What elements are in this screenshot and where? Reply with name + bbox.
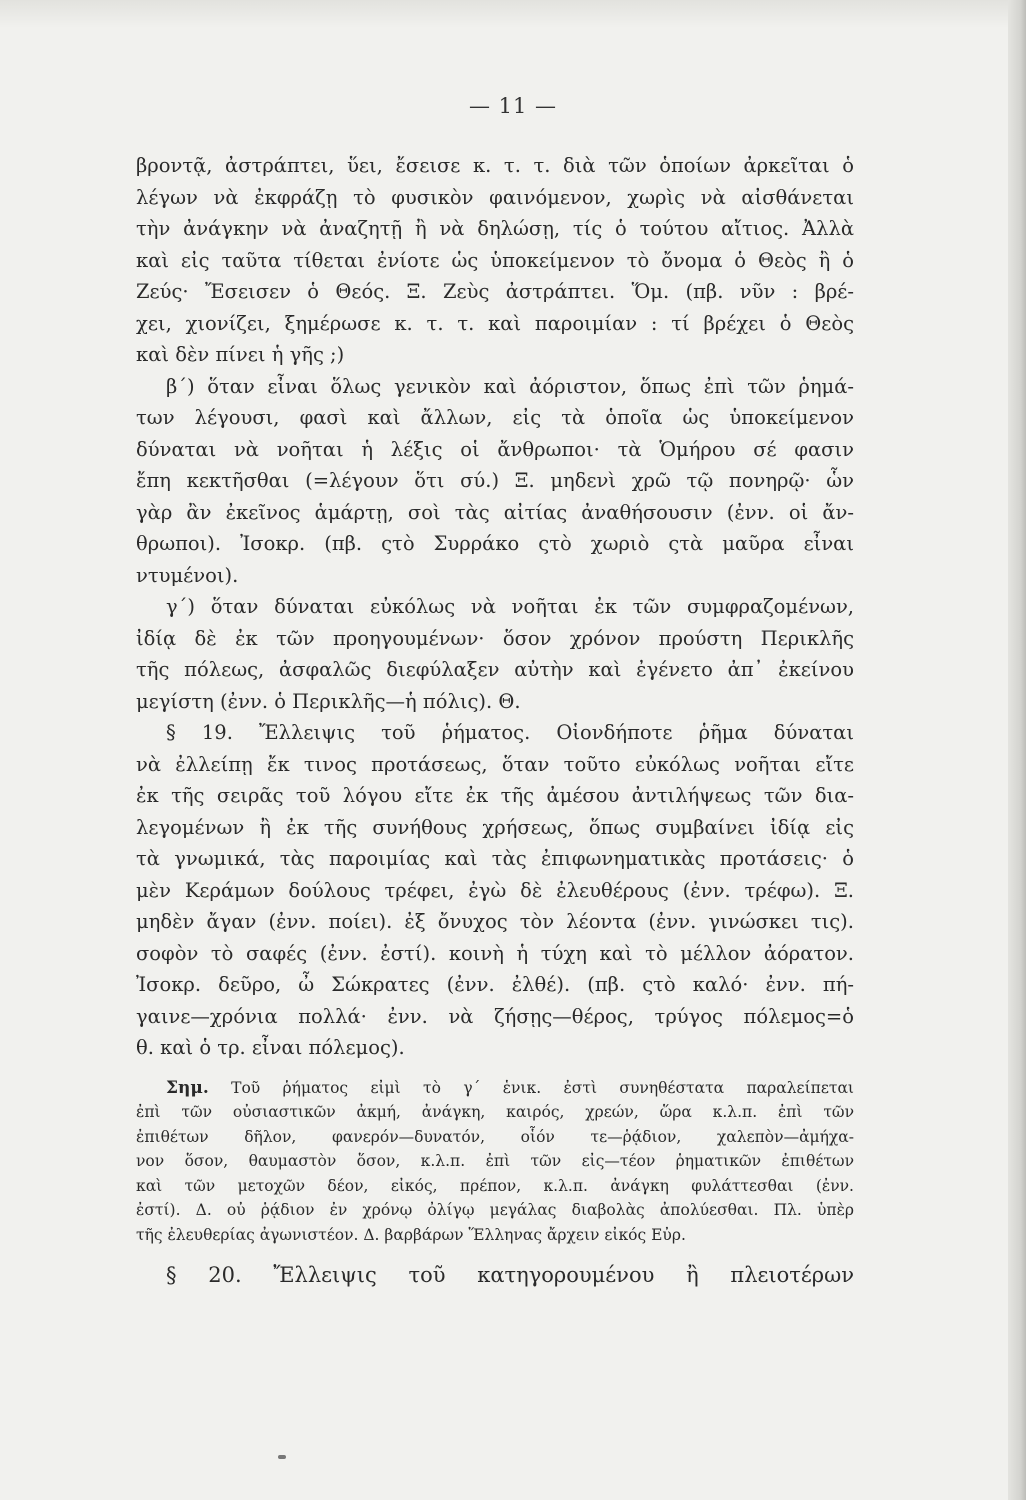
note-line: ἐπὶ τῶν οὐσιαστικῶν ἀκμή, ἀνάγκη, καιρός, χρεών, ὥρα κ.λ.π. ἐπὶ τῶν [136, 1103, 854, 1122]
note-first-line [136, 1076, 854, 1101]
text-line: καὶ δὲν πίνει ἡ γῆς ;) [136, 343, 345, 366]
page-top-shadow [0, 0, 1026, 28]
text-line: νὰ ἐλλείπῃ ἔκ τινος προτάσεως, ὅταν τοῦτο εὐκόλως νοῆται εἴτε [136, 752, 854, 776]
section-19 [136, 717, 854, 1064]
text-line: των λέγουσι, φασὶ καὶ ἄλλων, εἰς τὰ ὁποῖα ὡς ὑποκείμενον [136, 406, 854, 429]
text-line: λέγων νὰ ἐκφράζῃ τὸ φυσικὸν φαινόμενον, χωρὶς νὰ αἰσθάνεται [136, 185, 854, 209]
section-19-heading-line: § 19. Ἔλλειψις τοῦ ῥήματος. Οἱονδήποτε ῥῆμα δύναται [166, 721, 854, 744]
paragraph-3 [136, 591, 854, 717]
text-line: θρωποι). Ἰσοκρ. (πβ. ςτὸ Συρράκο ςτὸ χωριὸ ςτὰ μαῦρα εἶναι [136, 532, 854, 555]
text-line: μηδὲν ἄγαν (ἐνν. ποίει). ἐξ ὄνυχος τὸν λέοντα (ἐνν. γινώσκει τις). [136, 910, 854, 933]
note-label: Σημ. [166, 1077, 209, 1098]
text-line: ἔπη κεκτῆσθαι (=λέγουν ὅτι σύ.) Ξ. μηδενὶ χρῶ τῷ πονηρῷ· ὧν [136, 469, 854, 492]
spacer [136, 1064, 854, 1076]
text-line: μεγίστη (ἐνν. ὁ Περικλῆς—ἡ πόλις). Θ. [136, 689, 521, 713]
text-line: τὰ γνωμικά, τὰς παροιμίας καὶ τὰς ἐπιφωνηματικὰς προτάσεις· ὁ [136, 847, 854, 870]
note-line: ἐστί). Δ. οὐ ῥᾴδιον ἐν χρόνῳ ὀλίγῳ μεγάλας διαβολὰς ἀπολύεσθαι. Πλ. ὑπὲρ [136, 1201, 854, 1220]
text-line: ἰδίᾳ δὲ ἐκ τῶν προηγουμένων· ὅσον χρόνον προύστη Περικλῆς [136, 626, 854, 650]
text-line: καὶ εἰς ταῦτα τίθεται ἐνίοτε ὡς ὑποκείμενον τὸ ὄνομα ὁ Θεὸς ἢ ὁ [136, 248, 854, 272]
text-line: σοφὸν τὸ σαφές (ἐνν. ἐστί). κοινὴ ἡ τύχη καὶ τὸ μέλλον ἀόρατον. [136, 941, 854, 965]
text-line: Ζεύς· Ἔσεισεν ὁ Θεός. Ξ. Ζεὺς ἀστράπτει. Ὅμ. (πβ. νῦν : βρέ- [136, 280, 854, 303]
note-line: τῆς ἐλευθερίας ἀγωνιστέον. Δ. βαρβάρων Ἕλληνας ἄρχειν εἰκός Εὐρ. [136, 1226, 686, 1245]
page-edge [1008, 0, 1026, 1500]
text-line: μὲν Κεράμων δούλους τρέφει, ἐγὼ δὲ ἐλευθέρους (ἐνν. τρέφω). Ξ. [136, 878, 854, 902]
text-line: Ἰσοκρ. δεῦρο, ὦ Σώκρατες (ἐνν. ἐλθέ). (πβ. ςτὸ καλό· ἐνν. πή- [136, 973, 854, 996]
text-line: βροντᾷ, ἀστράπτει, ὕει, ἔσεισε κ. τ. τ. διὰ τῶν ὁποίων ἀρκεῖται ὁ [136, 154, 854, 177]
page-number: — 11 — [468, 94, 558, 118]
text-line: δύναται νὰ νοῆται ἡ λέξις οἱ ἄνθρωποι· τὰ Ὁμήρου σέ φασιν [136, 437, 854, 461]
text-line: β΄) ὅταν εἶναι ὅλως γενικὸν καὶ ἀόριστον, ὅπως ἐπὶ τῶν ῥημά- [166, 374, 854, 398]
text-line: γὰρ ἂν ἐκεῖνος ἁμάρτῃ, σοὶ τὰς αἰτίας ἀναθήσουσιν (ἐνν. οἱ ἄν- [136, 500, 854, 524]
note-line: καὶ τῶν μετοχῶν δέον, εἰκός, πρέπον, κ.λ.π. ἀνάγκη φυλάττεσθαι (ἐνν. [136, 1176, 854, 1195]
spacer [136, 1248, 854, 1260]
note-first-line-text: Τοῦ ῥήματος εἰμὶ τὸ γ΄ ἑνικ. ἐστὶ συνηθέστατα παραλείπεται [231, 1078, 854, 1097]
text-line: χει, χιονίζει, ξημέρωσε κ. τ. τ. καὶ παροιμίαν : τί βρέχει ὁ Θεὸς [136, 311, 854, 335]
note-line: ἐπιθέτων δῆλον, φανερόν—δυνατόν, οἷόν τε—ῥᾴδιον, χαλεπὸν—ἀμήχα- [136, 1127, 854, 1146]
text-line: θ. καὶ ὁ τρ. εἶναι πόλεμος). [136, 1036, 405, 1059]
text-line: ἐκ τῆς σειρᾶς τοῦ λόγου εἴτε ἐκ τῆς ἀμέσου ἀντιλήψεως τῶν δια- [136, 784, 854, 807]
note-block [136, 1076, 854, 1248]
text-line: ντυμένοι). [136, 563, 239, 587]
text-line: λεγομένων ἢ ἐκ τῆς συνήθους χρήσεως, ὅπως συμβαίνει ἰδίᾳ εἰς [136, 815, 854, 839]
section-20 [136, 1260, 854, 1292]
text-line: τῆς πόλεως, ἀσφαλῶς διεφύλαξεν αὐτὴν καὶ ἐγένετο ἀπ᾽ ἐκείνου [136, 658, 854, 681]
note-line: νον ὅσον, θαυμαστὸν ὅσον, κ.λ.π. ἐπὶ τῶν εἰς—τέον ῥηματικῶν ἐπιθέτων [136, 1152, 854, 1171]
paragraph-2 [136, 371, 854, 592]
paragraph-1 [136, 150, 854, 371]
text-line: γαινε—χρόνια πολλά· ἐνν. νὰ ζήσῃς—θέρος, τρύγος πόλεμος=ὁ [136, 1004, 854, 1028]
text-line: γ΄) ὅταν δύναται εὐκόλως νὰ νοῆται ἐκ τῶν συμφραζομένων, [166, 595, 854, 618]
ink-speck [278, 1455, 286, 1459]
page-body [136, 150, 854, 1291]
text-line: τὴν ἀνάγκην νὰ ἀναζητῇ ἢ νὰ δηλώσῃ, τίς ὁ τούτου αἴτιος. Ἀλλὰ [136, 217, 854, 240]
section-20-heading: § 20. Ἔλλειψις τοῦ κατηγορουμένου ἢ πλειοτέρων [166, 1262, 854, 1287]
